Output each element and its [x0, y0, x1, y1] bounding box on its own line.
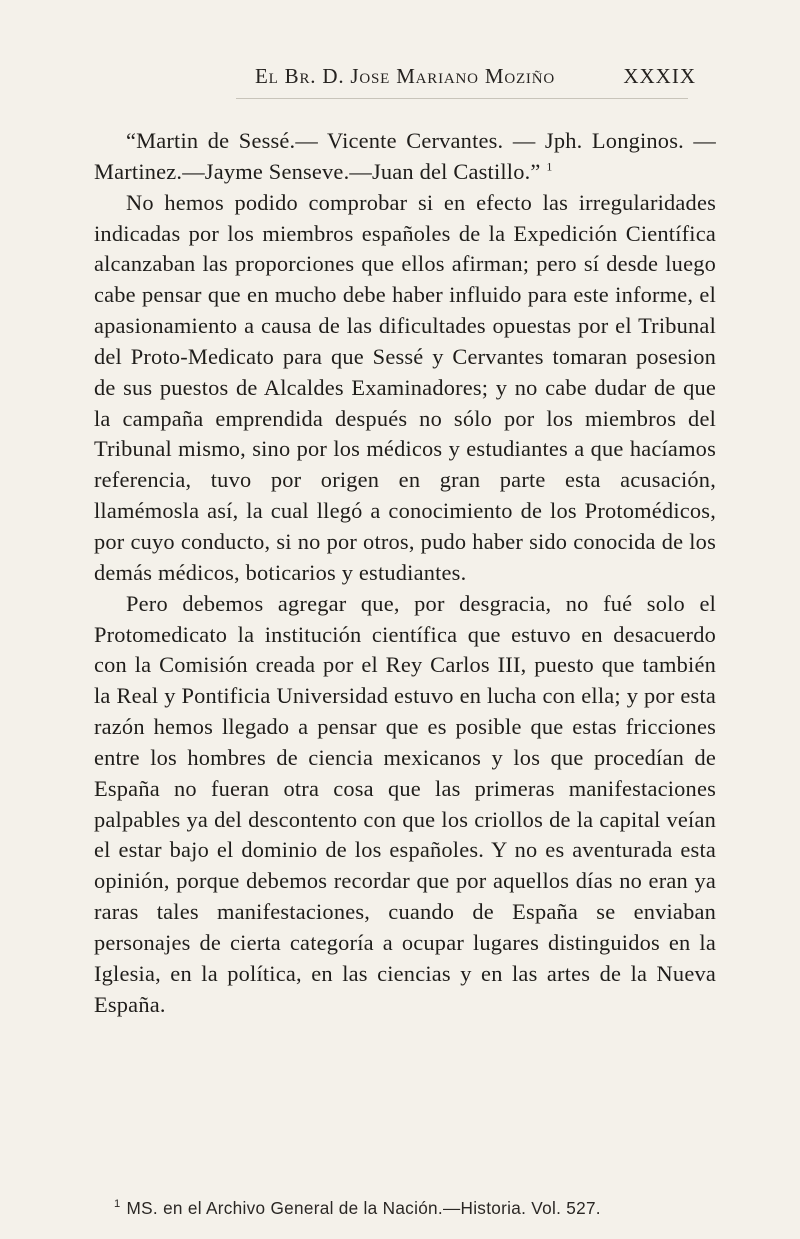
paragraph-1-text: “Martin de Sessé.— Vicente Cervantes. — Jph. Longinos. — Martinez.—Jayme Senseve.—Juan del Castillo.”: [94, 128, 716, 184]
footnote-ref: 1: [546, 159, 553, 174]
body-text: [94, 126, 716, 1020]
paragraph-3: Pero debemos agregar que, por desgracia, no fué solo el Protomedicato la institución científica que estuvo en desacuerdo con la Comisión creada por el Rey Carlos III, puesto que también la Real y Pontificia Universidad estuvo en lucha con ella; y por esta razón hemos llegado a pensar que es posible que estas fricciones entre los hombres de ciencia mexicanos y los que procedían de España no fueran otra cosa que las primeras manifestaciones palpables ya del descontento con que los criollos de la capital veían el estar bajo el dominio de los españoles. Y no es aventurada esta opinión, porque debemos recordar que por aquellos días no eran ya raras tales manifestaciones, cuando de España se enviaban personajes de cierta categoría a ocupar lugares distinguidos en la Iglesia, en la política, en las ciencias y en las artes de la Nueva España.: [94, 590, 716, 1017]
footnote-marker: 1: [114, 1198, 121, 1211]
paragraph-1: [94, 126, 716, 188]
footnote: [114, 1198, 754, 1219]
header-rule: [236, 98, 688, 99]
running-head: [110, 64, 700, 92]
page-number: XXXIX: [623, 64, 696, 88]
running-title: El Br. D. Jose Mariano Moziño: [255, 64, 555, 88]
footnote-text: MS. en el Archivo General de la Nación.—Historia. Vol. 527.: [126, 1198, 601, 1218]
paragraph-2: No hemos podido comprobar si en efecto las irregularidades indicadas por los miembros españoles de la Expedición Científica alcanzaban las proporciones que ellos afirman; pero sí desde luego cabe pensar que en mucho debe haber influido para este informe, el apasionamiento a causa de las dificultades opuestas por el Tribunal del Proto-Medicato para que Sessé y Cervantes tomaran posesion de sus puestos de Alcaldes Examinadores; y no cabe dudar de que la campaña emprendida después no sólo por los miembros del Tribunal mismo, sino por los médicos y estudiantes a que hacíamos referencia, tuvo por origen en gran parte esta acusación, llamémosla así, la cual llegó a conocimiento de los Protomédicos, por cuyo conducto, si no por otros, pudo haber sido conocida de los demás médicos, boticarios y estudiantes.: [94, 189, 716, 585]
